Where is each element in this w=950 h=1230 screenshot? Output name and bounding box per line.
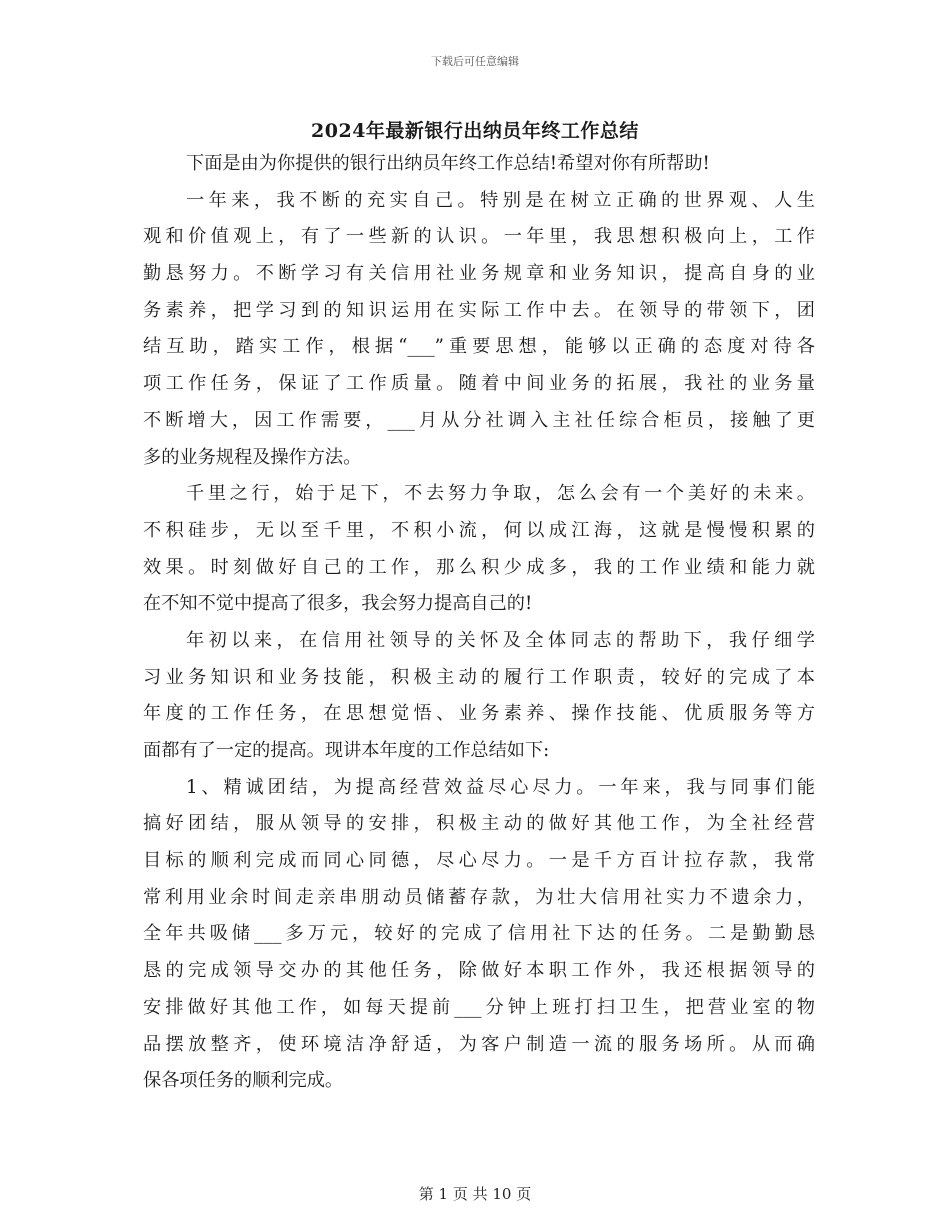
paragraph-line: 习业务知识和业务技能，积极主动的履行工作职责，较好的完成了本 [143,666,815,688]
paragraph-line: 勤恳努力。不断学习有关信用社业务规章和业务知识，提高自身的业 [143,263,815,285]
paragraph-line: 不断增大，因工作需要，___月从分社调入主社任综合柜员，接触了更 [143,409,815,431]
paragraph-line: 常利用业余时间走亲串朋动员储蓄存款，为壮大信用社实力不遗余力， [143,886,815,908]
paragraph-line: 品摆放整齐，使环境洁净舒适，为客户制造一流的服务场所。从而确 [143,1033,815,1055]
paragraph-line: 务素养，把学习到的知识运用在实际工作中去。在领导的带领下，团 [143,299,815,321]
document-body [143,146,815,1100]
paragraph-line: 观和价值观上，有了一些新的认识。一年里，我思想积极向上，工作 [143,226,815,248]
paragraph-line: 安排做好其他工作，如每天提前___分钟上班打扫卫生，把营业室的物 [143,996,815,1018]
paragraph-line: 目标的顺利完成而同心同德，尽心尽力。一是千方百计拉存款，我常 [143,850,815,872]
document-title: 2024年最新银行出纳员年终工作总结 [311,120,639,142]
paragraph-line: 千里之行，始于足下，不去努力争取，怎么会有一个美好的未来。 [186,483,815,505]
paragraph-line: 结互助，踏实工作，根据“___”重要思想，能够以正确的态度对待各 [143,336,815,358]
page-header-note: 下载后可任意编辑 [431,55,519,68]
paragraph-line: 年初以来，在信用社领导的关怀及全体同志的帮助下，我仔细学 [186,629,815,651]
paragraph-line: 不积硅步，无以至千里，不积小流，何以成江海，这就是慢慢积累的 [143,519,815,541]
paragraph-line: 搞好团结，服从领导的安排，积极主动的做好其他工作，为全社经营 [143,813,815,835]
paragraph-line: 效果。时刻做好自己的工作，那么积少成多，我的工作业绩和能力就 [143,556,815,578]
paragraph-line: 在不知不觉中提高了很多，我会努力提高自己的! [143,593,533,615]
paragraph-line: 下面是由为你提供的银行出纳员年终工作总结!希望对你有所帮助! [186,153,710,174]
paragraph-line: 面都有了一定的提高。现讲本年度的工作总结如下: [143,740,550,761]
paragraph-line: 项工作任务，保证了工作质量。随着中间业务的拓展，我社的业务量 [143,373,815,395]
paragraph-line: 一年来，我不断的充实自己。特别是在树立正确的世界观、人生 [186,189,815,211]
paragraph-line: 恳的完成领导交办的其他任务，除做好本职工作外，我还根据领导的 [143,960,815,982]
paragraph-line: 保各项任务的顺利完成。 [143,1070,344,1092]
paragraph-line: 1、精诚团结，为提高经营效益尽心尽力。一年来，我与同事们能 [186,776,815,798]
paragraph-line: 多的业务规程及操作方法。 [143,446,362,468]
paragraph-line: 全年共吸储___多万元，较好的完成了信用社下达的任务。二是勤勤恳 [143,923,815,945]
paragraph-line: 年度的工作任务，在思想觉悟、业务素养、操作技能、优质服务等方 [143,703,815,725]
page-footer: 第 1 页 共 10 页 [418,1185,532,1203]
